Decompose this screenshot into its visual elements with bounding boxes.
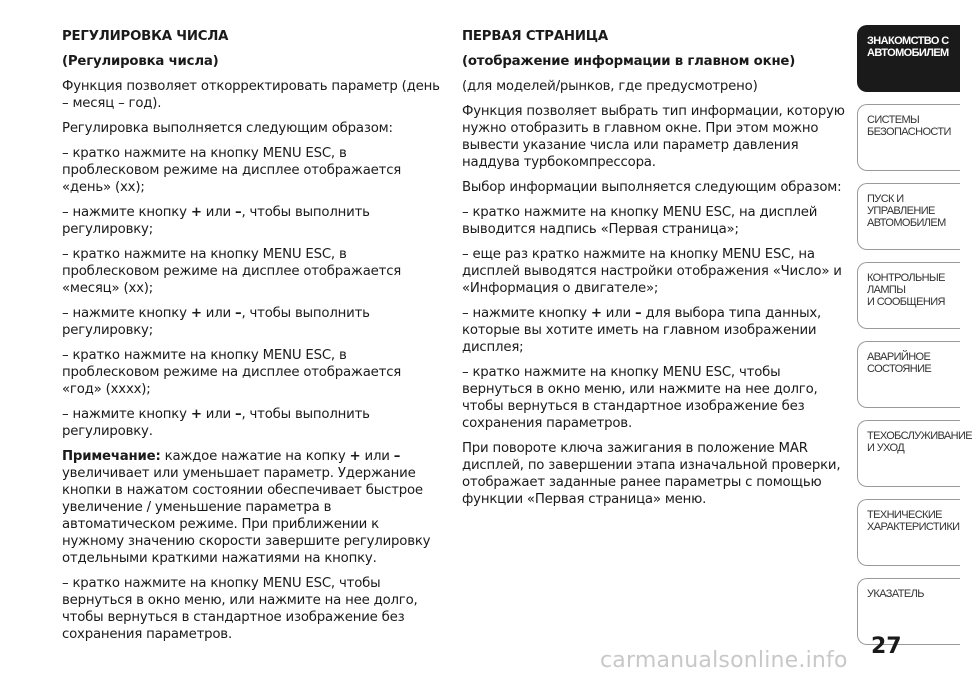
text: – нажмите кнопку xyxy=(62,205,191,220)
paragraph: При повороте ключа зажигания в положение MAR дисплей, по завершении этапа изначальной проверки, отображает заданные ранее параметры с помощью функции «Первая страница» меню. xyxy=(462,441,841,507)
list-item: – кратко нажмите на кнопку MENU ESC, чтобы вернуться в окно меню, или нажмите на нее долго, чтобы вернуться в стандартное изображение без сохранения параметров. xyxy=(462,365,818,431)
minus-symbol: – xyxy=(393,449,401,464)
text: увеличивает или уменьшает параметр. Удержание кнопки в нажатом состоянии обеспечивает быстрое увеличение / уменьшение параметра в автоматическом режиме. При приближении к нужному значению скорости завершите регулировку отдельными краткими нажатиями на кнопку. xyxy=(62,466,431,566)
tab-emergency[interactable]: АВАРИЙНОЕ СОСТОЯНИЕ xyxy=(857,341,960,408)
list-item xyxy=(62,305,440,339)
plus-symbol: + xyxy=(190,306,202,321)
list-item: – кратко нажмите на кнопку MENU ESC, на дисплей выводится надпись «Первая страница»; xyxy=(462,205,818,237)
note-label: Примечание: xyxy=(62,449,161,464)
plus-symbol: + xyxy=(190,205,202,220)
tab-maintenance[interactable]: ТЕХОБСЛУЖИВАНИЕ И УХОД xyxy=(857,420,960,487)
tab-warning-lights[interactable]: КОНТРОЛЬНЫЕ ЛАМПЫ И СООБЩЕНИЯ xyxy=(857,262,960,329)
text: или xyxy=(360,449,394,464)
model-note: (для моделей/рынков, где предусмотрено) xyxy=(462,79,758,94)
page-number: 27 xyxy=(871,634,902,659)
right-column xyxy=(462,28,852,516)
section-heading-date: РЕГУЛИРОВКА ЧИСЛА xyxy=(62,29,229,44)
section-subheading-date: (Регулировка числа) xyxy=(62,54,219,69)
list-item: – кратко нажмите на кнопку MENU ESC, в проблесковом режиме на дисплее отображается «месяц» (хх); xyxy=(62,247,402,296)
text: для выбора типа данных, которые вы хотите иметь на главном изображении дисплея; xyxy=(462,306,822,355)
text: или xyxy=(201,205,236,220)
plus-symbol: + xyxy=(590,306,602,321)
tab-technical-specifications[interactable]: ТЕХНИЧЕСКИЕ ХАРАКТЕРИСТИКИ xyxy=(857,499,960,566)
text: или xyxy=(601,306,636,321)
tab-safety-systems[interactable]: СИСТЕМЫ БЕЗОПАСНОСТИ xyxy=(857,104,960,171)
plus-symbol: + xyxy=(349,449,361,464)
text: – нажмите кнопку xyxy=(62,407,191,422)
minus-symbol: – xyxy=(235,407,242,422)
text: , чтобы выполнить регулировку; xyxy=(62,306,370,338)
tab-starting-and-driving[interactable]: ПУСК И УПРАВЛЕНИЕ АВТОМОБИЛЕМ xyxy=(857,183,960,250)
list-item: – кратко нажмите на кнопку MENU ESC, чтобы вернуться в окно меню, или нажмите на нее долго, чтобы вернуться в стандартное изображение без сохранения параметров. xyxy=(62,576,418,642)
paragraph: Функция позволяет откорректировать параметр (день – месяц – год). xyxy=(62,79,440,111)
plus-symbol: + xyxy=(190,407,202,422)
paragraph: Выбор информации выполняется следующим образом: xyxy=(462,180,842,195)
list-item: – еще раз кратко нажмите на кнопку MENU ESC, на дисплей выводятся настройки отображения «Число» и «Информация о двигателе»; xyxy=(462,247,842,296)
text: – нажмите кнопку xyxy=(462,306,591,321)
watermark: carmanualsonline.info xyxy=(600,648,848,673)
text: или xyxy=(201,407,236,422)
text: , чтобы выполнить регулировку; xyxy=(62,205,370,237)
text: , чтобы выполнить регулировку. xyxy=(62,407,370,439)
minus-symbol: – xyxy=(235,306,242,321)
list-item: – кратко нажмите на кнопку MENU ESC, в проблесковом режиме на дисплее отображается «год» (хххх); xyxy=(62,348,402,397)
text: каждое нажатие на копку xyxy=(160,449,350,464)
tab-introduction[interactable]: ЗНАКОМСТВО С АВТОМОБИЛЕМ xyxy=(857,25,960,92)
list-item xyxy=(62,406,440,440)
list-item: – кратко нажмите на кнопку MENU ESC, в проблесковом режиме на дисплее отображается «день» (хх); xyxy=(62,146,402,195)
left-column xyxy=(62,28,440,651)
paragraph: Регулировка выполняется следующим образом: xyxy=(62,121,393,136)
chapter-tabs xyxy=(857,25,972,657)
text: или xyxy=(201,306,236,321)
note-paragraph xyxy=(62,448,440,567)
list-item xyxy=(462,305,852,356)
section-heading-first-page: ПЕРВАЯ СТРАНИЦА xyxy=(462,29,608,44)
list-item xyxy=(62,204,440,238)
paragraph: Функция позволяет выбрать тип информации, которую нужно отобразить в главном окне. При этом можно вывести указание числа или параметр давления наддува турбокомпрессора. xyxy=(462,104,845,170)
minus-symbol: – xyxy=(235,205,242,220)
section-subheading-first-page: (отображение информации в главном окне) xyxy=(462,54,796,69)
minus-symbol: – xyxy=(635,306,642,321)
text: – нажмите кнопку xyxy=(62,306,191,321)
tab-index[interactable]: УКАЗАТЕЛЬ xyxy=(857,578,960,645)
